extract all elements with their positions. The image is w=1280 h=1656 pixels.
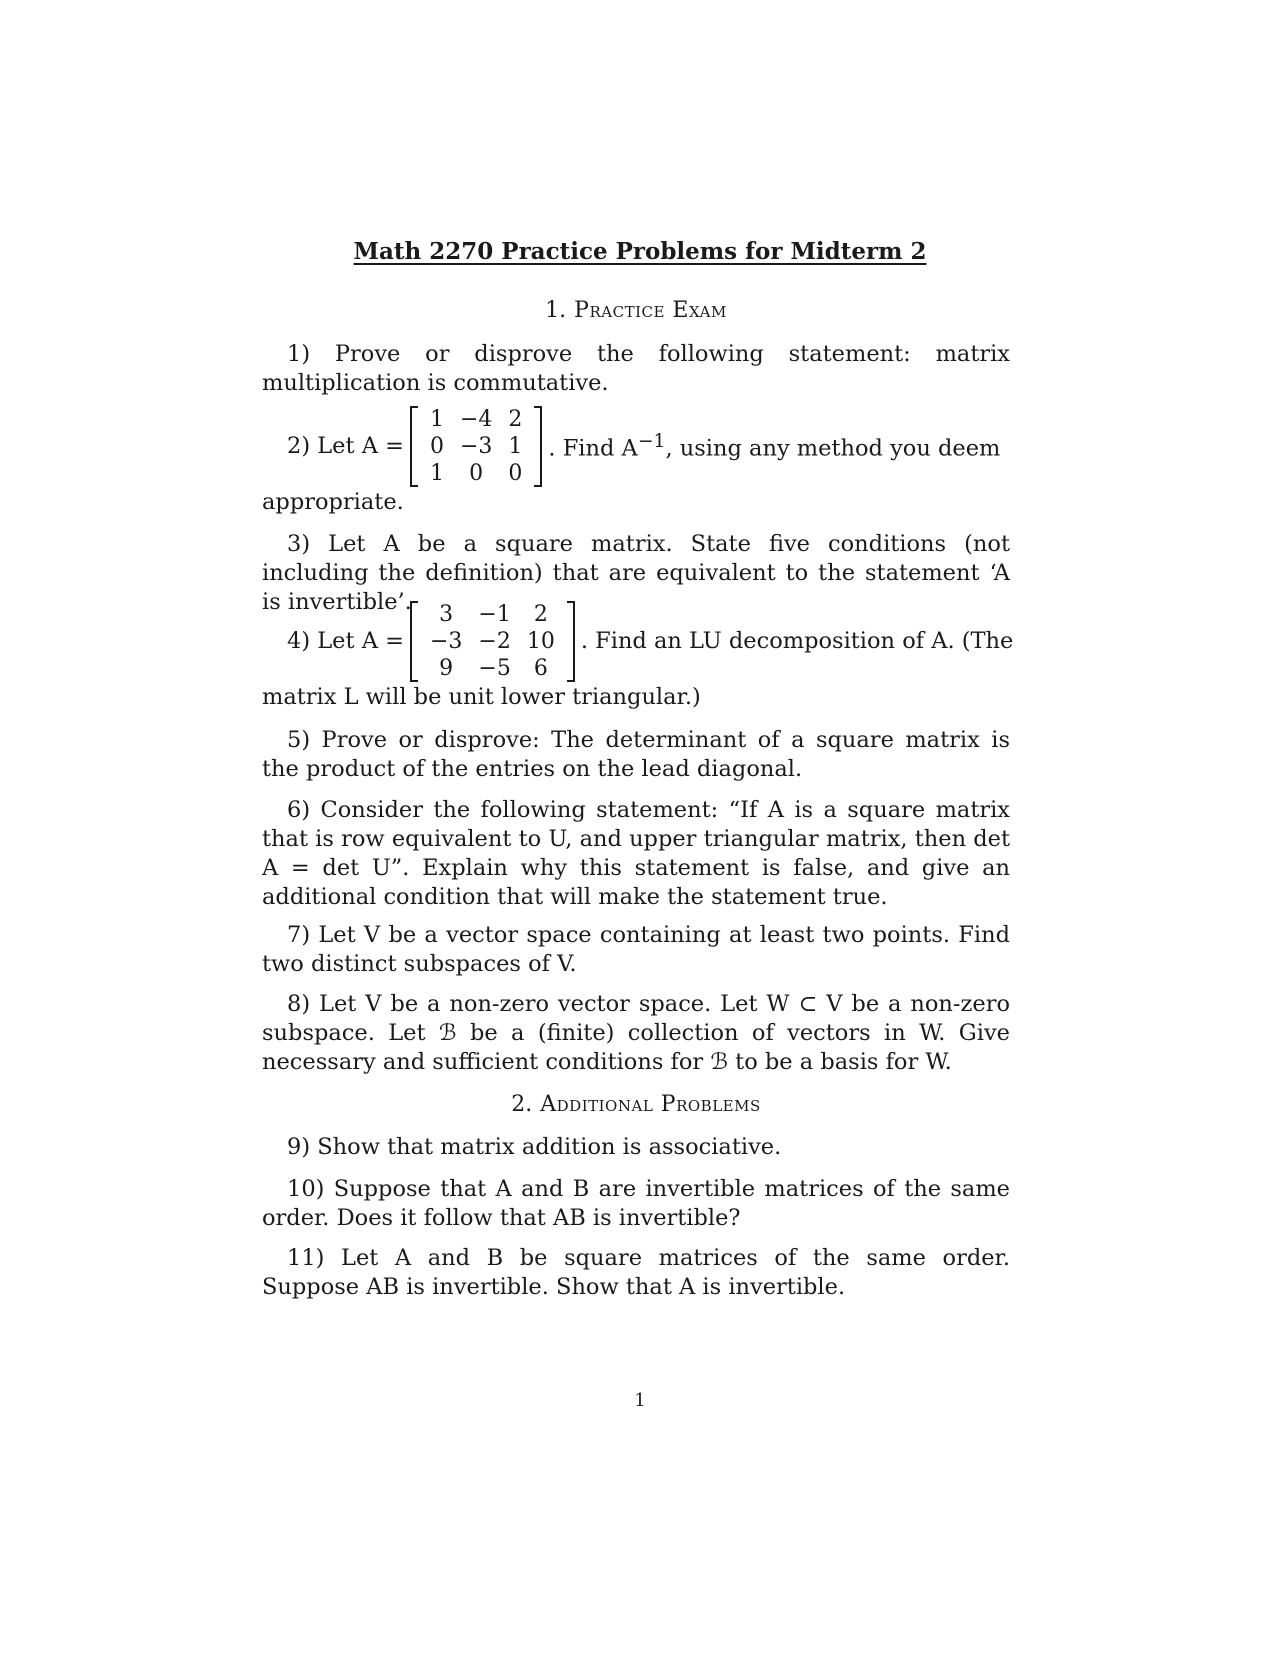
problem-2-continued: appropriate. xyxy=(262,489,404,515)
matrix-entry: −3 xyxy=(459,433,493,459)
matrix-entry: −3 xyxy=(429,628,463,654)
matrix-2 xyxy=(410,406,542,487)
problem-8: 8) Let V be a non-zero vector space. Let W ⊂ V be a non-zero subspace. Let ℬ be a (finite) collection of vectors in W. Give necessary and sufficient conditions for ℬ to be a basis for W. xyxy=(262,991,1010,1075)
matrix-entry: 0 xyxy=(508,460,523,486)
matrix-row xyxy=(422,601,563,628)
matrix-entry: −4 xyxy=(459,406,493,432)
problem-9: 9) Show that matrix addition is associative. xyxy=(287,1134,782,1160)
problem-4-continued: matrix L will be unit lower triangular.) xyxy=(262,684,701,710)
matrix-table xyxy=(422,406,530,487)
matrix-entry: 0 xyxy=(429,433,444,459)
problem-1: 1) Prove or disprove the following statement: matrix multiplication is commutative. xyxy=(262,341,1010,396)
matrix-row xyxy=(422,655,563,682)
problem-10: 10) Suppose that A and B are invertible matrices of the same order. Does it follow that AB is invertible? xyxy=(262,1176,1010,1231)
matrix-row xyxy=(422,433,530,460)
problem-5: 5) Prove or disprove: The determinant of a square matrix is the product of the entries on the lead diagonal. xyxy=(262,727,1010,782)
problem-7: 7) Let V be a vector space containing at least two points. Find two distinct subspaces of V. xyxy=(262,922,1010,977)
matrix-entry: 1 xyxy=(429,406,444,432)
matrix-entry: 2 xyxy=(508,406,523,432)
matrix-row xyxy=(422,406,530,433)
problem-4: 4) Let A = 3 −1 2 −3 −2 10 9 −5 6 . Find an LU decomposition of A. (The xyxy=(287,601,1014,681)
matrix-entry: 6 xyxy=(533,655,548,681)
problem-6: 6) Consider the following statement: “If A is a square matrix that is row equivalent to U, and upper triangular matrix, then det A = det U”. Explain why this statement is false, and give an additional condition that will make the statement true. xyxy=(262,797,1010,910)
problem-3: 3) Let A be a square matrix. State five conditions (not including the definition) that are equivalent to the statement ‘A is invertible’. xyxy=(262,531,1010,615)
matrix-4 xyxy=(410,601,575,682)
problem-2: 2) Let A = 1 −4 2 0 −3 1 1 0 0 . Find $A^{-1}$, using any method you deem xyxy=(287,406,1001,486)
section-heading-practice-exam: 1. Practice Exam xyxy=(545,298,727,323)
matrix-entry: −2 xyxy=(478,628,511,654)
matrix-row xyxy=(422,628,563,655)
matrix-table xyxy=(422,601,563,682)
matrix-entry: 0 xyxy=(469,460,484,486)
matrix-entry: −5 xyxy=(478,655,511,681)
section-heading-additional-problems: 2. Additional Problems xyxy=(511,1092,761,1117)
matrix-entry: 9 xyxy=(439,655,454,681)
matrix-entry: 1 xyxy=(429,460,444,486)
matrix-entry: 1 xyxy=(508,433,523,459)
problem-11: 11) Let A and B be square matrices of the same order. Suppose AB is invertible. Show that A is invertible. xyxy=(262,1245,1010,1300)
matrix-entry: 10 xyxy=(526,628,555,654)
page-number: 1 xyxy=(634,1390,646,1411)
matrix-entry: 2 xyxy=(533,601,548,627)
page-title: Math 2270 Practice Problems for Midterm 2 xyxy=(353,238,927,265)
matrix-entry: 3 xyxy=(439,601,454,627)
matrix-entry: −1 xyxy=(478,601,511,627)
matrix-row xyxy=(422,460,530,487)
